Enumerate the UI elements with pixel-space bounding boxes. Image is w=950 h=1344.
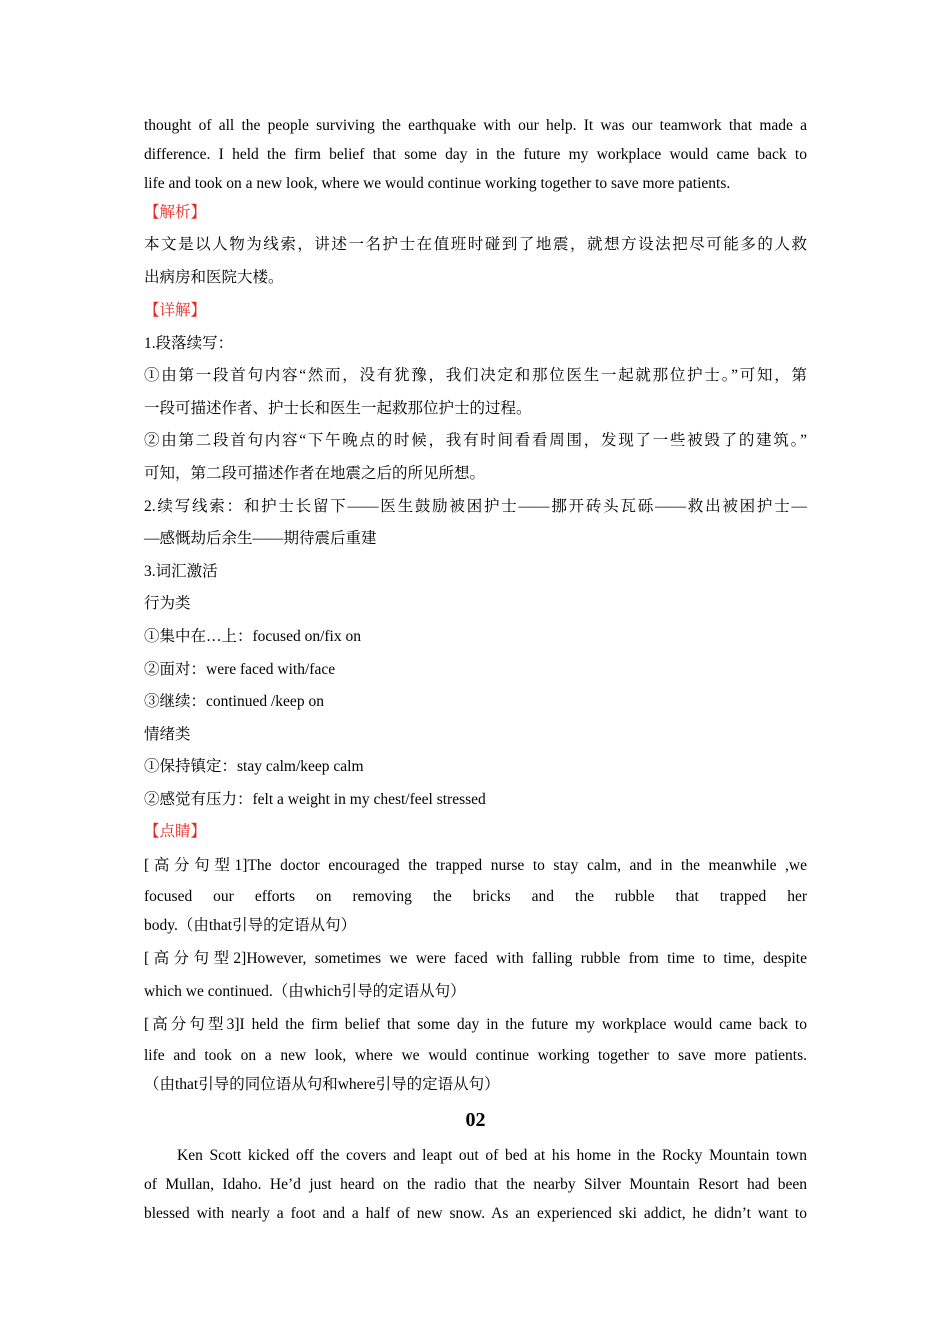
xiangjie-line-14: ①保持镇定：stay calm/keep calm	[144, 758, 364, 775]
xiangjie-line-7: —感慨劫后余生——期待震后重建	[144, 530, 377, 547]
passage-line-2: of Mullan, Idaho. He’d just heard on the radio that the nearby Silver Mountain Resort had been	[144, 1176, 807, 1193]
dianjing-line-6: [高分句型3]I held the firm belief that some day in the future my workplace would came back to	[144, 1016, 807, 1033]
xiangjie-line-9: 行为类	[144, 595, 191, 612]
dianjing-line-8: （由that引导的同位语从句和where引导的定语从句）	[144, 1076, 500, 1093]
jiexi-line-1: 本文是以人物为线索，讲述一名护士在值班时碰到了地震，就想方设法把尽可能多的人救	[144, 236, 807, 253]
xiangjie-line-4: ②由第二段首句内容“下午晚点的时候，我有时间看看周围，发现了一些被毁了的建筑。”	[144, 432, 807, 449]
section-heading-02: 02	[465, 1109, 486, 1131]
xiangjie-line-8: 3.词汇激活	[144, 563, 218, 580]
xiangjie-line-6: 2.续写线索：和护士长留下——医生鼓励被困护士——挪开砖头瓦砾——救出被困护士—	[144, 498, 807, 515]
passage-line-1: Ken Scott kicked off the covers and leapt out of bed at his home in the Rocky Mountain town	[177, 1147, 807, 1164]
dianjing-line-5: which we continued.（由which引导的定语从句）	[144, 983, 466, 1000]
xiangjie-line-2: ①由第一段首句内容“然而，没有犹豫，我们决定和那位医生一起就那位护士。”可知，第	[144, 367, 807, 384]
jiexi-line-2: 出病房和医院大楼。	[144, 269, 284, 286]
xiangjie-line-10: ①集中在…上：focused on/fix on	[144, 628, 361, 645]
dianjing-line-3: body.（由that引导的定语从句）	[144, 917, 357, 934]
jiexi-label: 【解析】	[144, 204, 207, 221]
xiangjie-line-3: 一段可描述作者、护士长和医生一起救那位护士的过程。	[144, 400, 532, 417]
continuation-line-3: life and took on a new look, where we would continue working together to save more patients.	[144, 175, 731, 192]
xiangjie-line-1: 1.段落续写：	[144, 335, 234, 352]
xiangjie-line-5: 可知，第二段可描述作者在地震之后的所见所想。	[144, 465, 486, 482]
xiangjie-line-12: ③继续：continued /keep on	[144, 693, 324, 710]
passage-line-3: blessed with nearly a foot and a half of new snow. As an experienced ski addict, he didn’t want to	[144, 1205, 807, 1222]
xiangjie-label: 【详解】	[144, 302, 207, 319]
xiangjie-line-11: ②面对：were faced with/face	[144, 661, 336, 678]
dianjing-line-7: life and took on a new look, where we would continue working together to save more patients.	[144, 1047, 807, 1064]
dianjing-line-2: focused our efforts on removing the bricks and the rubble that trapped her	[144, 888, 807, 905]
xiangjie-line-13: 情绪类	[144, 726, 191, 743]
dianjing-line-1: [高分句型1]The doctor encouraged the trapped nurse to stay calm, and in the meanwhile ,we	[144, 857, 807, 874]
continuation-line-1: thought of all the people surviving the earthquake with our help. It was our teamwork that made a	[144, 117, 807, 134]
dianjing-label: 【点睛】	[144, 823, 207, 840]
continuation-line-2: difference. I held the firm belief that some day in the future my workplace would came back to	[144, 146, 807, 163]
xiangjie-line-15: ②感觉有压力：felt a weight in my chest/feel stressed	[144, 791, 486, 808]
dianjing-line-4: [高分句型2]However, sometimes we were faced with falling rubble from time to time, despite	[144, 950, 807, 967]
